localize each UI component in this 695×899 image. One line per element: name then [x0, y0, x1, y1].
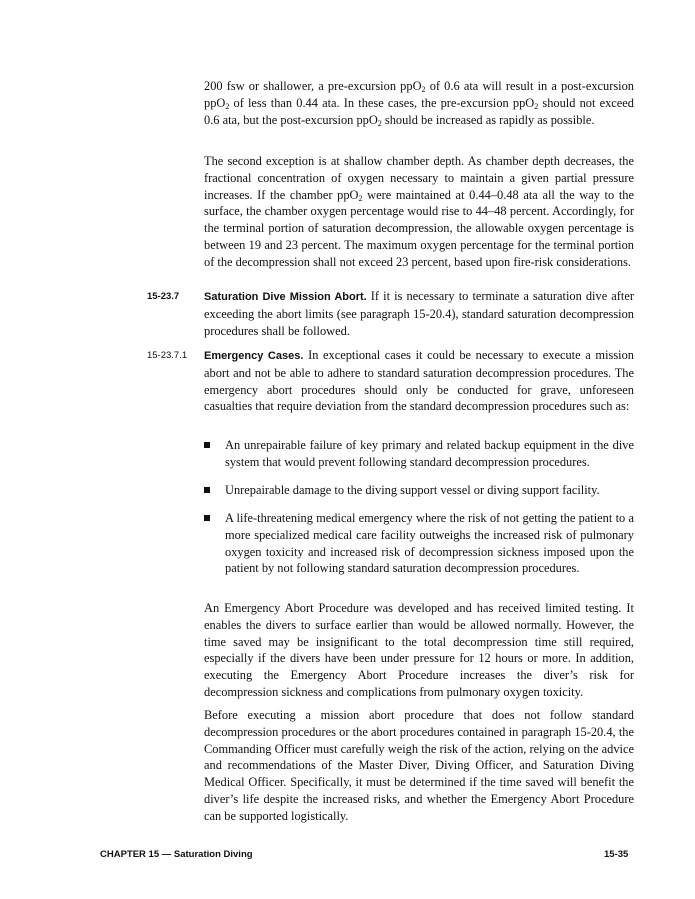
section-15-23-7: Saturation Dive Mission Abort. If it is necessary to terminate a saturation dive after exceeding the abort limits (see paragraph 15-20.4), standard saturation decompression procedures shall be followed. [204, 289, 634, 338]
paragraph-shallow-depth: The second exception is at shallow chamber depth. As chamber depth decreases, the fractional concentration of oxygen necessary to maintain a given partial pressure increases. If the chamber ppO$_2$ were maintained at 0.44–0.48 ata all the way to the surface, the chamber oxygen percentage would rise to 44–48 percent. Accordingly, for the terminal portion of saturation decompression, the allowable oxygen percentage is between 19 and 23 percent. The maximum oxygen percentage for the terminal portion of the decompression shall not exceed 23 percent, based upon fire-risk considerations. [204, 154, 634, 269]
paragraph-emergency-abort: An Emergency Abort Procedure was developed and has received limited testing. It enables the divers to surface earlier than would be allowed normally. However, the time saved may be insignificant to the total decompression time still required, especially if the divers have been under pressure for 12 hours or more. In addition, executing the Emergency Abort Procedure increases the diver’s risk for decompression sickness and complications from pulmonary oxygen toxicity. [204, 601, 634, 699]
footer-page-number: 15-35 [604, 849, 629, 860]
list-item: A life-threatening medical emergency where the risk of not getting the patient to a more specialized medical care facility outweighs the increased risk of pulmonary oxygen toxicity and increased risk of decompression sickness imposed upon the patient by not following standard saturation decompression procedures. [204, 510, 634, 577]
footer-chapter-title: CHAPTER 15 — Saturation Diving [100, 849, 253, 860]
list-item: An unrepairable failure of key primary and related backup equipment in the dive system that would prevent following standard decompression procedures. [204, 437, 634, 471]
bullet-square-icon [204, 515, 210, 521]
paragraph-before-executing: Before executing a mission abort procedure that does not follow standard decompression procedures or the abort procedures contained in paragraph 15-20.4, the Commanding Officer must carefully weigh the risk of the action, relying on the advice and recommendations of the Master Diver, Diving Officer, and Saturation Diving Medical Officer. Specifically, it must be determined if the time saved will benefit the diver’s life despite the increased risks, and whether the Emergency Abort Procedure can be supported logistically. [204, 708, 634, 823]
section-title: Saturation Dive Mission Abort. [204, 291, 367, 303]
section-number-15-23-7-1: 15-23.7.1 [147, 350, 188, 361]
paragraph-excursion: 200 fsw or shallower, a pre-excursion ppO$_2$ of 0.6 ata will result in a post-excursion ppO$_2$ of less than 0.44 ata. In these cases, the pre-excursion ppO$_2$ should not exceed 0.6 ata, but the post-excursion ppO$_2$ should be increased as rapidly as possible. [204, 79, 634, 128]
list-item: Unrepairable damage to the diving support vessel or diving support facility. [204, 482, 634, 499]
bullet-square-icon [204, 487, 210, 493]
section-15-23-7-1: Emergency Cases. In exceptional cases it could be necessary to execute a mission abort and not be able to adhere to standard saturation decompression procedures. The emergency abort procedures should only be conducted for grave, unforeseen casualties that require deviation from the standard decompression procedures such as: [204, 348, 634, 414]
section-title: Emergency Cases. [204, 350, 304, 362]
bullet-square-icon [204, 442, 210, 448]
section-number-15-23-7: 15-23.7 [147, 291, 180, 302]
